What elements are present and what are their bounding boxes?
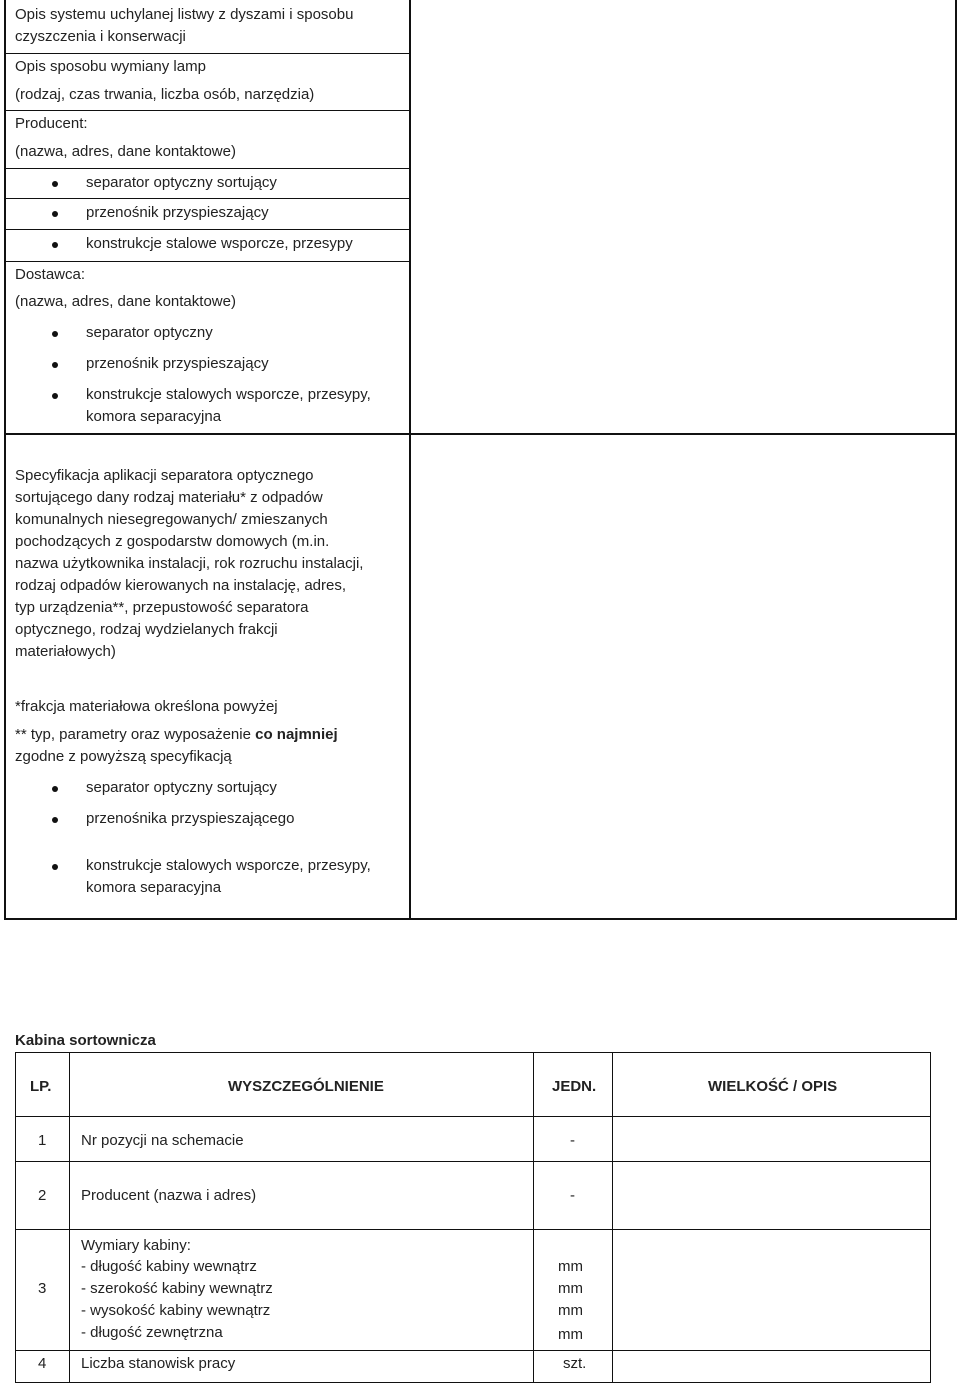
row-lp: 4 — [38, 1355, 47, 1372]
producer-subtitle: (nazwa, adres, dane kontaktowe) — [15, 143, 236, 160]
row-unit: - — [570, 1187, 575, 1204]
header-lp: LP. — [30, 1078, 52, 1095]
row-description: - długość kabiny wewnątrz — [81, 1258, 257, 1275]
spec-note-type: ** typ, parametry oraz wyposażenie co najmniej — [15, 726, 338, 743]
row-lp: 3 — [38, 1280, 47, 1297]
bullet-icon — [52, 331, 58, 337]
row-lp: 1 — [38, 1132, 47, 1149]
row-unit: mm — [558, 1258, 583, 1275]
row-unit: mm — [558, 1326, 583, 1343]
cabin-heading: Kabina sortownicza — [15, 1032, 156, 1049]
row-unit: mm — [558, 1280, 583, 1297]
bullet-icon — [52, 393, 58, 399]
lamp-replace-label-line2: (rodzaj, czas trwania, liczba osób, narzędzia) — [15, 86, 315, 103]
row-description: - szerokość kabiny wewnątrz — [81, 1280, 273, 1297]
row-description: - wysokość kabiny wewnątrz — [81, 1302, 271, 1319]
row-description: Liczba stanowisk pracy — [81, 1355, 236, 1372]
supplier-title: Dostawca: — [15, 266, 86, 283]
spec-note-fraction: *frakcja materiałowa określona powyżej — [15, 698, 278, 715]
producer-title: Producent: — [15, 115, 88, 132]
row-unit: szt. — [563, 1355, 587, 1372]
bullet-icon — [52, 181, 58, 187]
row-description: Nr pozycji na schemacie — [81, 1132, 244, 1149]
lamp-system-label-line2: czyszczenia i konserwacji — [15, 28, 186, 45]
header-unit: JEDN. — [552, 1078, 597, 1095]
header-value: WIELKOŚĆ / OPIS — [708, 1078, 838, 1095]
spec-note-type-line2: zgodne z powyższą specyfikacją — [15, 748, 232, 765]
supplier-subtitle: (nazwa, adres, dane kontaktowe) — [15, 293, 236, 310]
row-unit: mm — [558, 1302, 583, 1319]
bullet-icon — [52, 242, 58, 248]
row-lp: 2 — [38, 1187, 47, 1204]
lamp-system-label-line1: Opis systemu uchylanej listwy z dyszami i sposobu — [15, 6, 354, 23]
bullet-icon — [52, 786, 58, 792]
bullet-icon — [52, 362, 58, 368]
lamp-replace-label-line1: Opis sposobu wymiany lamp — [15, 58, 206, 75]
header-description: WYSZCZEGÓLNIENIE — [228, 1078, 384, 1095]
row-description: - długość zewnętrzna — [81, 1324, 223, 1341]
bullet-icon — [52, 211, 58, 217]
row-description: Wymiary kabiny: — [81, 1237, 191, 1254]
bullet-icon — [52, 864, 58, 870]
row-description: Producent (nazwa i adres) — [81, 1187, 257, 1204]
bullet-icon — [52, 817, 58, 823]
row-unit: - — [570, 1132, 575, 1149]
